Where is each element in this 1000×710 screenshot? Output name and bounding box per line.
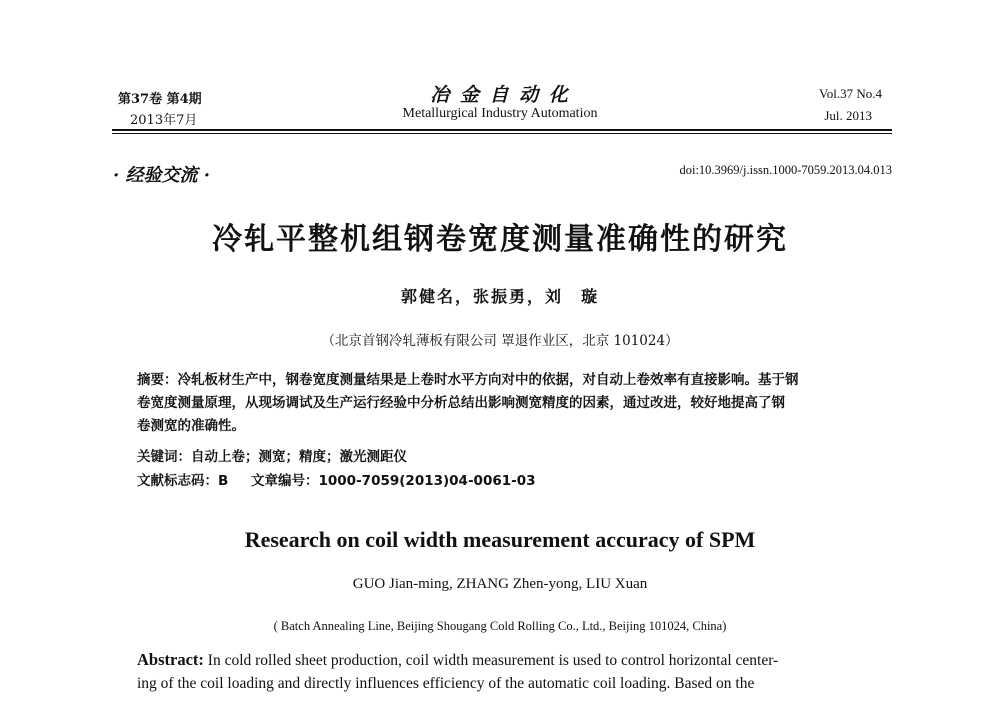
section-label: · 经验交流 · [113,165,211,186]
header-rule-thick [112,129,892,131]
abstract-cn [137,369,877,438]
authors-cn: 郭健名，张振勇，刘 璇 [400,287,599,306]
title-cn: 冷轧平整机组钢卷宽度测量准确性的研究 [212,222,788,257]
journal-name-cn: 冶 金 自 动 化 [430,84,570,106]
document-code: B [218,473,229,489]
date-cn: 2013年7月 [130,113,198,128]
affiliation-en: ( Batch Annealing Line, Beijing Shougang Cold Rolling Co., Ltd., Beijing 101024, China) [273,619,727,633]
affiliation-cn: （北京首钢冷轧薄板有限公司 罩退作业区，北京 101024） [321,333,679,349]
abstract-cn-line-1: 摘要：冷轧板材生产中，钢卷宽度测量结果是上卷时水平方向对中的依据，对自动上卷效率有直接影响。基于钢 [137,372,799,388]
abstract-en [137,648,862,695]
keywords-cn-text: 自动上卷；测宽；精度；激光测距仪 [191,449,407,465]
authors-en: GUO Jian-ming, ZHANG Zhen-yong, LIU Xuan [352,576,648,592]
classification-line: 文献标志码：B 文章编号：1000-7059(2013)04-0061-03 [137,473,536,489]
journal-name-en: Metallurgical Industry Automation [402,106,598,121]
volume-issue-en: Vol.37 No.4 [819,86,882,101]
abstract-en-label: Abstract: [137,650,204,669]
abstract-cn-label: 摘要： [137,372,178,388]
abstract-cn-line-3: 卷测宽的准确性。 [137,418,245,434]
title-en: Research on coil width measurement accuracy of SPM [244,527,756,552]
abstract-en-line-1: Abstract: In cold rolled sheet production, coil width measurement is used to control horizontal center- [137,650,779,669]
volume-issue-cn: 第37卷 第4期 [118,92,202,107]
abstract-cn-line-2: 卷宽度测量原理，从现场调试及生产运行经验中分析总结出影响测宽精度的因素，通过改进，较好地提高了钢 [137,395,785,411]
article-number: 1000-7059(2013)04-0061-03 [318,473,536,489]
keywords-cn [137,446,877,469]
keywords-cn-label: 关键词： [137,449,191,465]
header-rule-thin [112,133,892,134]
doi: doi:10.3969/j.issn.1000-7059.2013.04.013 [679,163,892,177]
abstract-en-line-2: ing of the coil loading and directly influences efficiency of the automatic coil loading. Based on the [137,675,755,692]
date-en: Jul. 2013 [824,108,872,123]
